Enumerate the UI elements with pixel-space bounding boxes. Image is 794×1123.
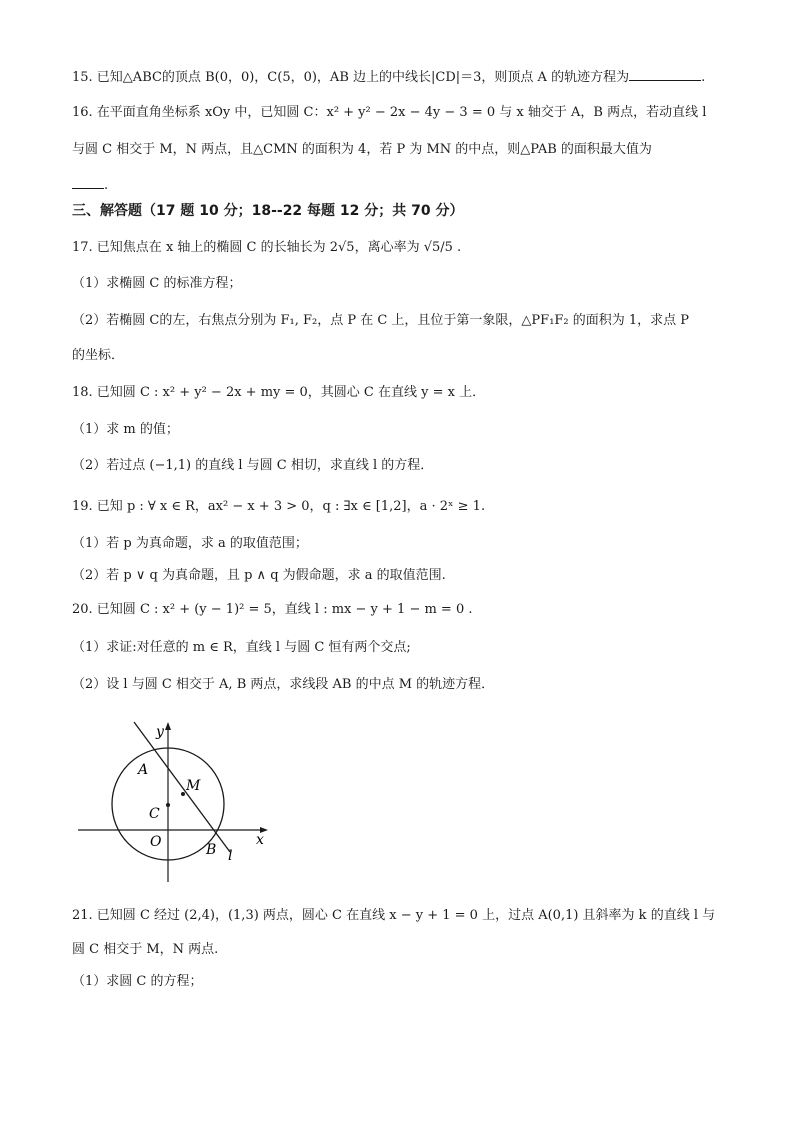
label-m: M	[186, 778, 201, 794]
question-19-part-1: （1）若 p 为真命题，求 a 的取值范围；	[72, 536, 308, 551]
question-17-part-2-line-2: 的坐标．	[72, 348, 125, 363]
question-18-part-1: （1）求 m 的值；	[72, 422, 179, 437]
label-c: C	[149, 806, 160, 822]
question-21-line-1: 21. 已知圆 C 经过 (2,4)，(1,3) 两点，圆心 C 在直线 x − y + 1 = 0 上，过点 A(0,1) 且斜率为 k 的直线 l 与	[72, 908, 716, 923]
answer-blank-15[interactable]	[629, 66, 701, 81]
label-x: x	[256, 832, 264, 848]
label-a: A	[138, 762, 149, 778]
label-l: l	[228, 848, 233, 864]
question-21-part-1: （1）求圆 C 的方程；	[72, 974, 203, 989]
q16-text-a: 16. 在平面直角坐标系 xOy 中，已知圆 C：x² + y² − 2x − 4y − 3 = 0 与 x 轴交于 A，B 两点，若动直线 l	[72, 105, 707, 120]
question-16-line-2	[72, 140, 652, 160]
question-17: 17. 已知焦点在 x 轴上的椭圆 C 的长轴长为 2√5，离心率为 √5/5 .	[72, 240, 462, 255]
q15-text: 15. 已知△ABC的顶点 B(0，0)，C(5，0)，AB 边上的中线长|CD|＝3，则顶点 A 的轨迹方程为	[72, 70, 630, 85]
q16-text-c: .	[104, 178, 109, 193]
center-point-c	[166, 803, 170, 807]
q15-end: .	[701, 70, 706, 85]
y-axis-arrow	[165, 722, 171, 730]
question-18: 18. 已知圆 C : x² + y² − 2x + my = 0，其圆心 C 在直线 y = x 上．	[72, 385, 486, 400]
question-17-part-1: （1）求椭圆 C 的标准方程；	[72, 276, 242, 291]
label-b: B	[206, 842, 217, 858]
q16-text-b: 与圆 C 相交于 M，N 两点，且△CMN 的面积为 4，若 P 为 MN 的中点，则△PAB 的面积最大值为	[72, 142, 652, 157]
question-20: 20. 已知圆 C : x² + (y − 1)² = 5，直线 l : mx − y + 1 − m = 0 .	[72, 602, 473, 617]
line-l	[134, 722, 230, 852]
question-20-part-1: （1）求证:对任意的 m ∈ R，直线 l 与圆 C 恒有两个交点;	[72, 640, 411, 655]
label-o: O	[150, 834, 162, 850]
answer-blank-16[interactable]	[72, 174, 104, 189]
question-21-line-2: 圆 C 相交于 M，N 两点.	[72, 942, 219, 957]
section-title-3: 三、解答题（17 题 10 分；18--22 每题 12 分；共 70 分）	[72, 203, 464, 219]
question-16-line-3	[72, 174, 108, 196]
question-16-line-1	[72, 103, 706, 123]
question-19: 19. 已知 p : ∀ x ∈ R，ax² − x + 3 > 0，q : ∃x ∈ [1,2]，a · 2ˣ ≥ 1.	[72, 499, 486, 514]
question-20-part-2: （2）设 l 与圆 C 相交于 A, B 两点，求线段 AB 的中点 M 的轨迹方程．	[72, 677, 495, 692]
question-17-part-2-line-1: （2）若椭圆 C的左，右焦点分别为 F₁, F₂，点 P 在 C 上，且位于第一象限，△PF₁F₂ 的面积为 1，求点 P	[72, 313, 690, 328]
midpoint-m	[181, 792, 185, 796]
question-15	[72, 66, 705, 88]
question-18-part-2: （2）若过点 (−1,1) 的直线 l 与圆 C 相切，求直线 l 的方程．	[72, 458, 434, 473]
circle-line-figure	[78, 718, 278, 886]
question-19-part-2: （2）若 p ∨ q 为真命题，且 p ∧ q 为假命题，求 a 的取值范围.	[72, 568, 446, 583]
label-y: y	[156, 724, 164, 740]
